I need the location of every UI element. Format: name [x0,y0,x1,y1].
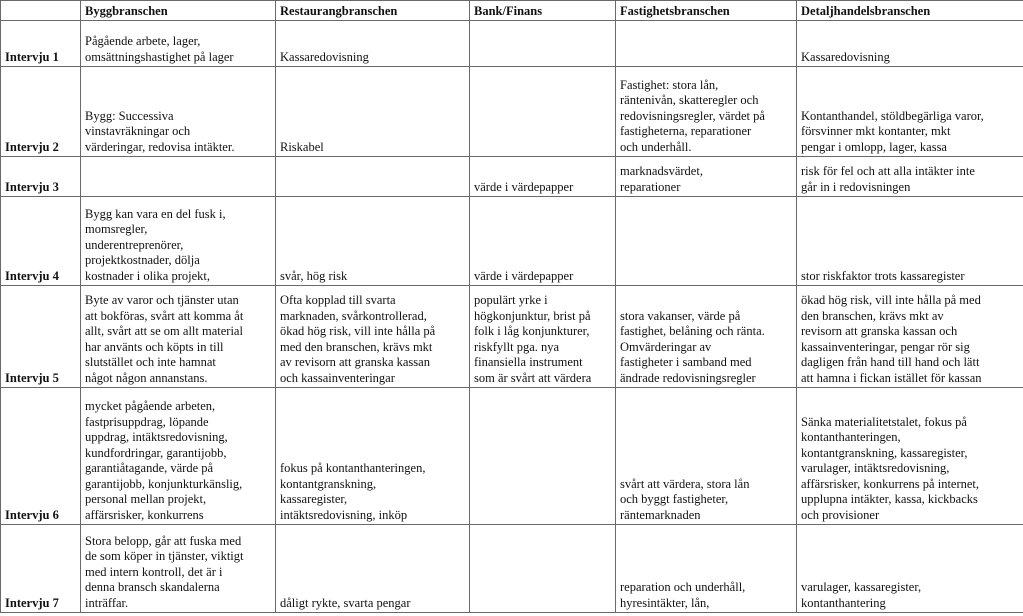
table-cell [470,388,616,525]
table-row [1,197,1023,286]
table-cell [616,286,797,388]
cell-text: svår, hög risk [280,268,348,283]
cell-text: Byte av varor och tjänster utan att bokföras, svårt att komma åt allt, svårt att se om allt material har använts och köpts in till slutstället och inte hamnat något någon annanstans. [85,293,244,385]
row-label: Intervju 5 [1,286,81,388]
header-byggbranschen: Byggbranschen [81,1,276,21]
table-cell [797,388,1023,525]
table-cell [276,67,470,157]
table-row [1,67,1023,157]
cell-text: stora vakanser, värde på fastighet, belåning och ränta. Omvärderingar av fastigheter i samband med ändrade redovisningsregler [620,308,765,385]
table-cell [797,21,1023,67]
table-cell [616,67,797,157]
table-cell [470,157,616,197]
table-cell [81,525,276,613]
table-cell [470,21,616,67]
row-label: Intervju 3 [1,157,81,197]
header-restaurangbranschen: Restaurangbranschen [276,1,470,21]
cell-text: svårt att värdera, stora lån och byggt fastigheter, räntemarknaden [620,476,750,522]
table-row [1,388,1023,525]
table-cell [81,67,276,157]
header-detaljhandelsbranschen: Detaljhandelsbranschen [797,1,1023,21]
cell-text: varulager, kassaregister, kontanthantering [801,580,922,610]
header-row [1,1,1023,21]
row-label: Intervju 6 [1,388,81,525]
cell-text: stor riskfaktor trots kassaregister [801,268,965,283]
table-cell [470,67,616,157]
cell-text: Riskabel [280,139,324,154]
table-cell [470,286,616,388]
table-cell [81,388,276,525]
header-bank-finans: Bank/Finans [470,1,616,21]
cell-text: Sänka materialitetstalet, fokus på kontanthanteringen, kontantgranskning, kassaregister, varulager, intäktsredovisning, affärsrisker, konkurrens på internet, upplupna intäkter, kassa, kickbacks och provisioner [801,414,980,522]
cell-text: Bygg: Successiva vinstavräkningar och värderingar, redovisa intäkter. [85,108,235,154]
cell-text: fokus på kontanthanteringen, kontantgranskning, kassaregister, intäktsredovisning, inköp [280,461,426,522]
table-cell [616,388,797,525]
table-cell [81,21,276,67]
header-fastighetsbranschen: Fastighetsbranschen [616,1,797,21]
table-cell [81,286,276,388]
table-cell [797,525,1023,613]
table-cell [797,157,1023,197]
row-label: Intervju 1 [1,21,81,67]
table-cell [616,21,797,67]
cell-text: reparation och underhåll, hyresintäkter, lån, [620,580,746,610]
cell-text: värde i värdepapper [474,268,574,283]
cell-text: marknadsvärdet, reparationer [620,164,703,194]
cell-text: ökad hög risk, vill inte hålla på med den branschen, krävs mkt av revisorn att granska kassan och kassainventeringar, pengar rör sig dagligen från hand till hand och lätt att hamna i fickan istället för kassan [801,293,982,385]
cell-text: värde i värdepapper [474,179,574,194]
cell-text: Fastighet: stora lån, räntenivån, skatteregler och redovisningsregler, värdet på fastigheterna, reparationer och underhåll. [620,77,765,154]
table-cell [276,286,470,388]
cell-text: risk för fel och att alla intäkter inte går in i redovisningen [801,164,975,194]
table-cell [797,197,1023,286]
table-cell [276,157,470,197]
cell-text: Bygg kan vara en del fusk i, momsregler, underentreprenörer, projektkostnader, dölja kostnader i olika projekt, [85,206,226,283]
table-cell [276,197,470,286]
cell-text: Kassaredovisning [801,49,890,64]
table-row [1,286,1023,388]
table-cell [616,197,797,286]
table-cell [616,157,797,197]
table-cell [276,388,470,525]
row-label: Intervju 2 [1,67,81,157]
table-cell [276,21,470,67]
cell-text: dåligt rykte, svarta pengar [280,595,411,610]
table-cell [81,157,276,197]
table-row [1,525,1023,613]
cell-text: Pågående arbete, lager, omsättningshastighet på lager [85,34,234,64]
table-row [1,157,1023,197]
row-label: Intervju 7 [1,525,81,613]
table-cell [81,197,276,286]
cell-text: Ofta kopplad till svarta marknaden, svårkontrollerad, ökad hög risk, vill inte hålla på med den branschen, krävs mkt av revisorn att granska kassan och kassainventeringar [280,293,436,385]
cell-text: populärt yrke i högkonjunktur, brist på folk i låg konjunkturer, riskfyllt pga. nya finansiella instrument som är svårt att värdera [474,293,592,385]
cell-text: Stora belopp, går att fuska med de som köper in tjänster, viktigt med intern kontroll, det är i denna bransch skandalerna inträffar. [85,533,244,610]
cell-text: mycket pågående arbeten, fastprisuppdrag, löpande uppdrag, intäktsredovisning, kundfordringar, garantijobb, garantiåtagande, värde på garantijobb, konjunkturkänslig, personal mellan projekt, affärsrisker, konkurrens [85,399,243,522]
row-label: Intervju 4 [1,197,81,286]
header-cell-blank [1,1,81,21]
table-row [1,21,1023,67]
table-cell [616,525,797,613]
cell-text: Kontanthandel, stöldbegärliga varor, försvinner mkt kontanter, mkt pengar i omlopp, lager, kassa [801,108,984,154]
table-cell [470,197,616,286]
cell-text: Kassaredovisning [280,49,369,64]
table-cell [797,67,1023,157]
table-cell [470,525,616,613]
table-cell [276,525,470,613]
table-cell [797,286,1023,388]
